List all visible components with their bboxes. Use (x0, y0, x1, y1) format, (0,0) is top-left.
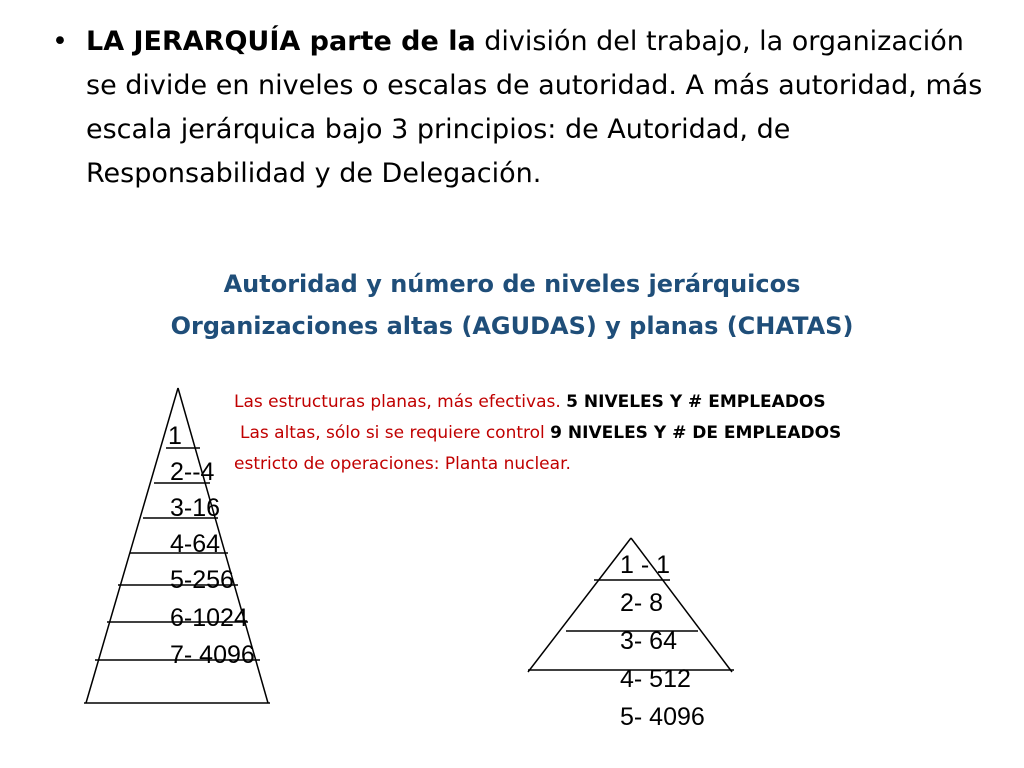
tall-pyramid-left-edge (86, 388, 178, 703)
bullet-body: división del trabajo, la organización se divide en niveles o escalas de autoridad. A más autoridad, más escala jerárquica bajo 3 principios: de Autoridad, de Responsabilidad y de Delegación. (86, 26, 983, 189)
flat-level-label: 2- 8 (620, 589, 664, 617)
flat-level-label: 5- 4096 (620, 703, 705, 731)
flat-level-label: 3- 64 (620, 627, 677, 655)
subtitle-line-1: Autoridad y número de niveles jerárquicos (223, 270, 801, 298)
tall-level-label: 7- 4096 (170, 641, 255, 669)
tall-level-label: 5-256 (170, 566, 234, 594)
note-altas-text: Las altas, sólo si se requiere control (240, 423, 551, 443)
tall-level-label: 1 (168, 422, 182, 450)
flat-level-label: 4- 512 (620, 665, 691, 693)
flat-level-label: 1 - 1 (620, 551, 671, 579)
subtitle-line-2: Organizaciones altas (AGUDAS) y planas (CHATAS) (170, 312, 854, 340)
note-planas-text: Las estructuras planas, más efectivas. (234, 392, 567, 412)
bullet-bold-lead: LA JERARQUÍA parte de la (86, 26, 476, 57)
tall-level-label: 3-16 (170, 494, 221, 522)
note-planas-bold: 5 NIVELES Y # EMPLEADOS (566, 392, 826, 412)
tall-level-label: 2--4 (170, 458, 215, 486)
tall-level-label: 4-64 (170, 530, 221, 558)
note-altas-bold: 9 NIVELES Y # DE EMPLEADOS (550, 423, 842, 443)
flat-pyramid-left-edge (528, 538, 631, 672)
bullet-dot: • (52, 26, 68, 57)
tall-level-label: 6-1024 (170, 604, 248, 632)
note-altas-continued: estricto de operaciones: Planta nuclear. (234, 454, 571, 474)
